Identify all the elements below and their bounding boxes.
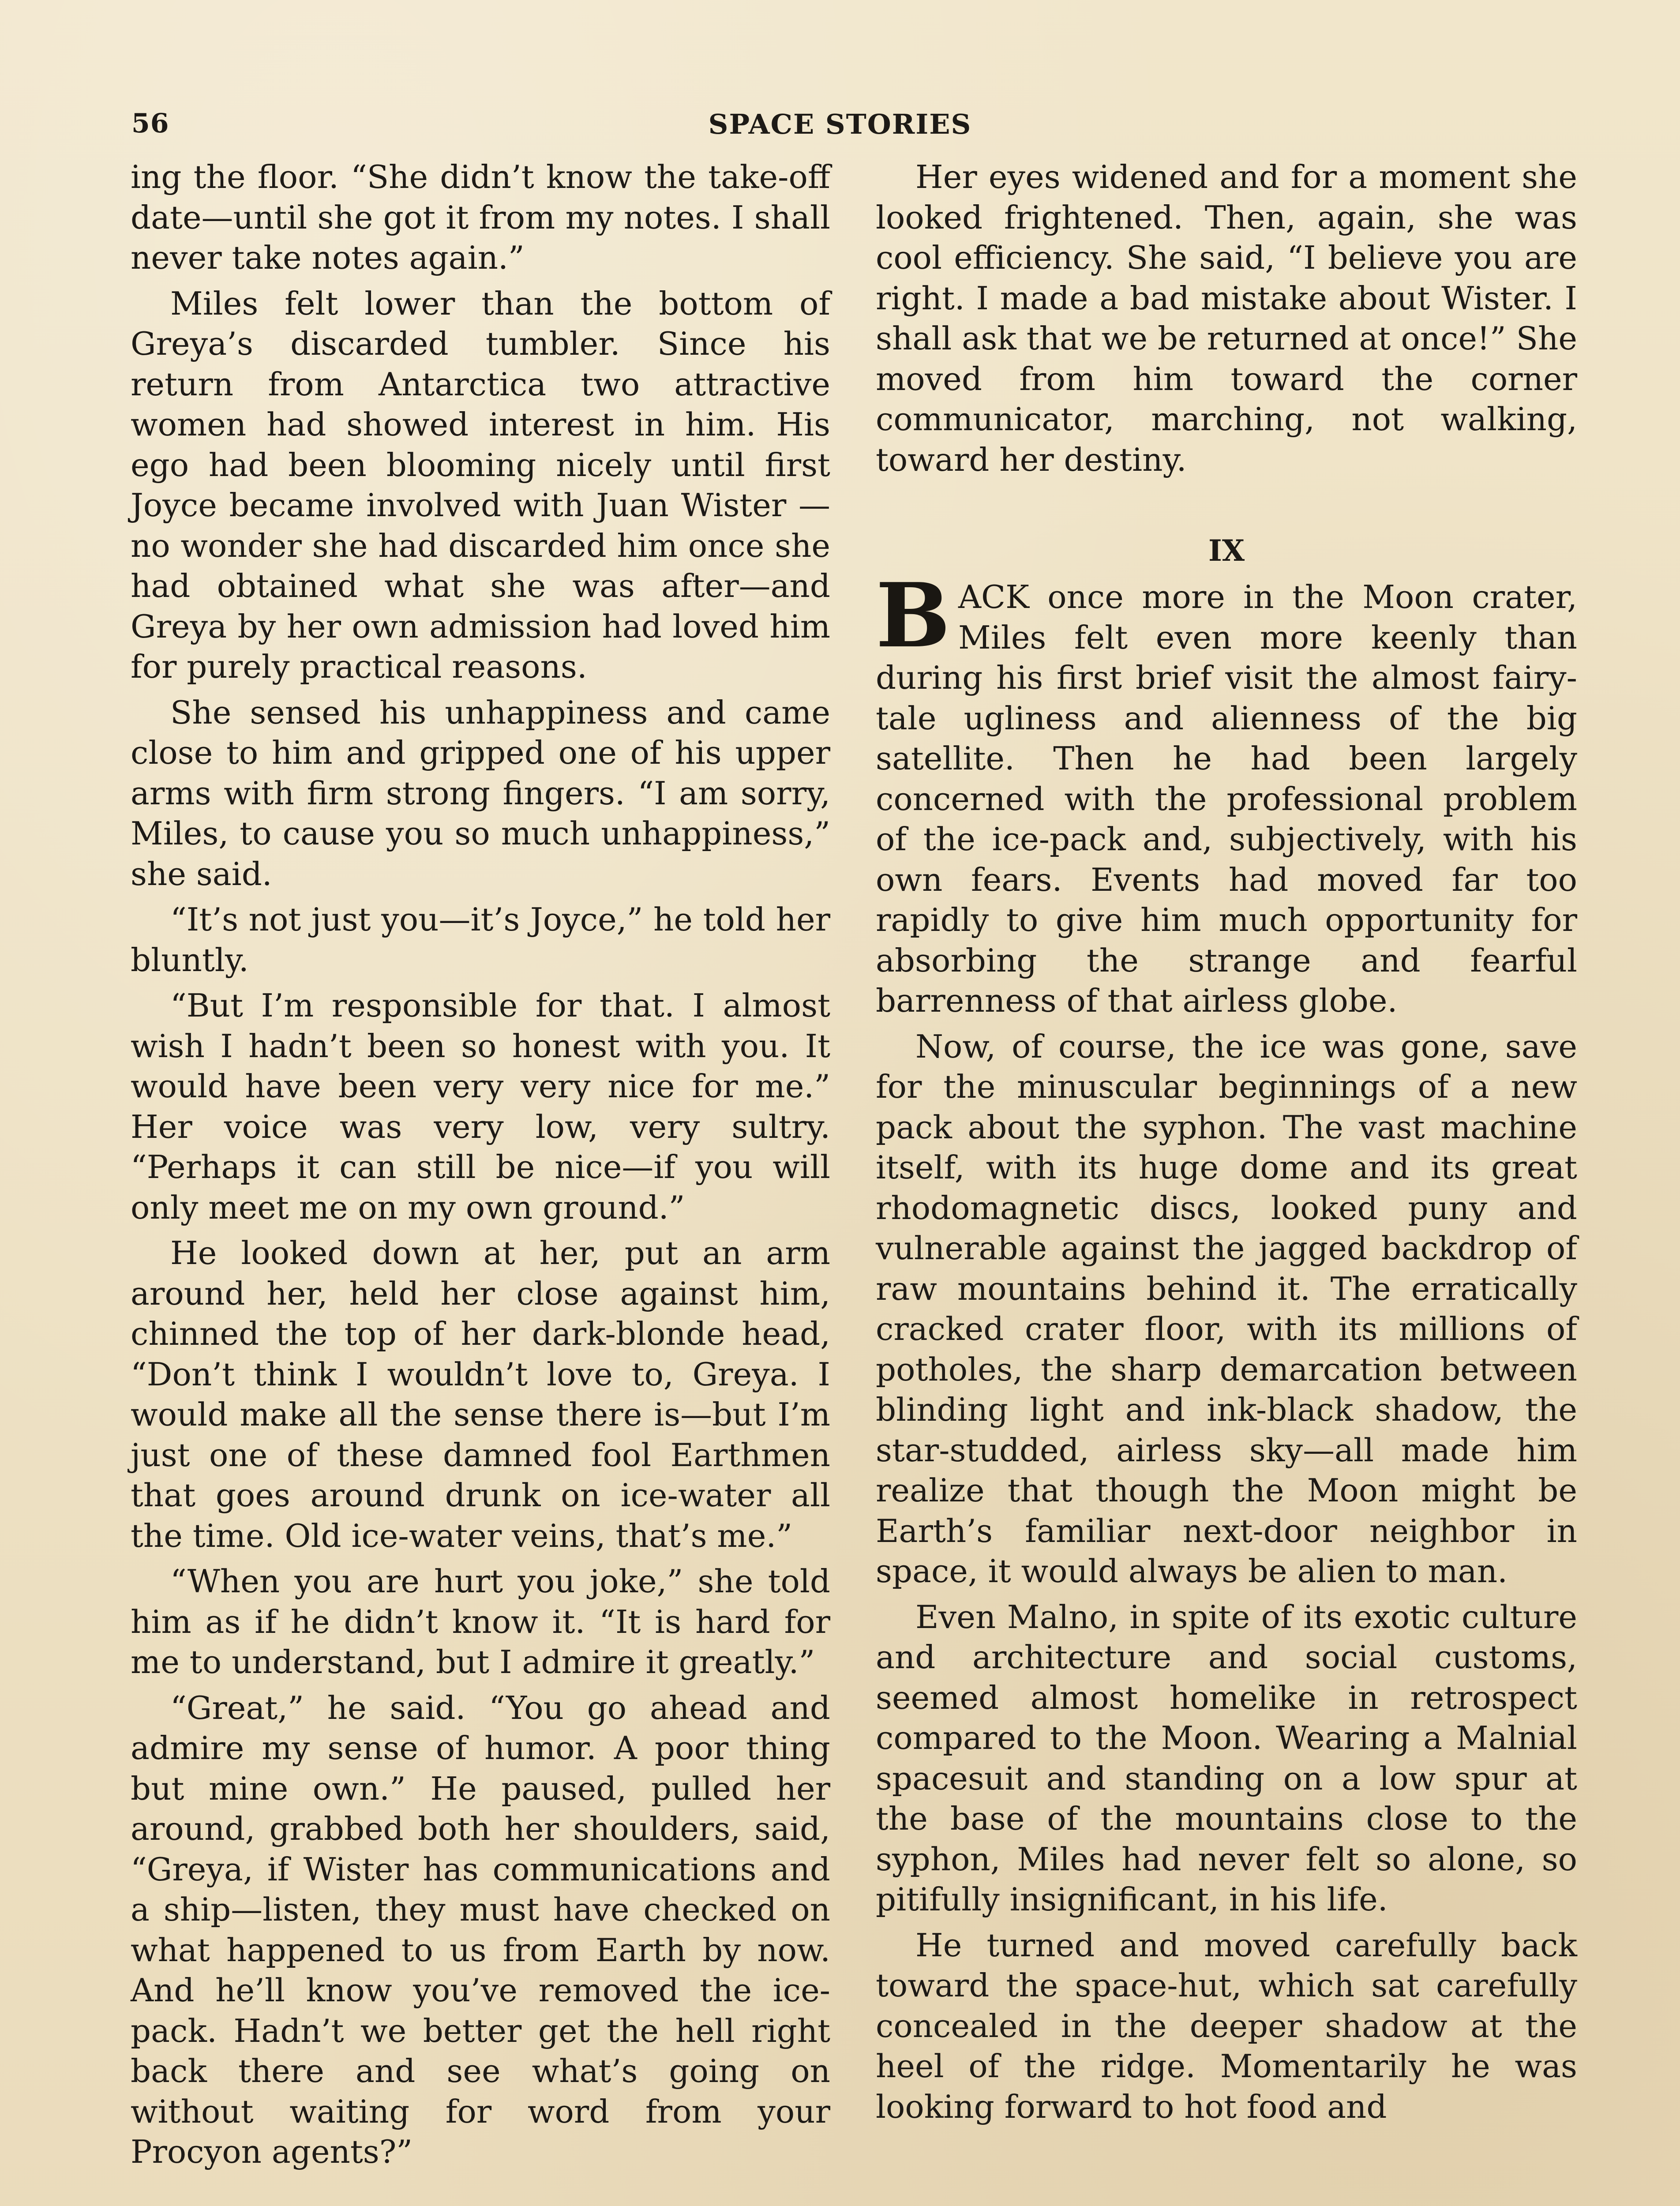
paragraph: Even Malno, in spite of its exotic culture and architecture and social customs, seemed almost homelike in retrospect compared to the Moon. Wearing a Malnial spacesuit and standing on a low spur at the base of the mountains close to the syphon, Miles had never felt so alone, so pitifully insignificant, in his life. [876, 1598, 1577, 1918]
paragraph: “When you are hurt you joke,” she told him as if he didn’t know it. “It is hard for me to understand, but I admire it greatly.” [131, 1563, 830, 1681]
page-header [0, 108, 1680, 143]
paragraph: “Great,” he said. “You go ahead and admire my sense of humor. A poor thing but mine own.” He paused, pulled her around, grabbed both her shoulders, said, “Greya, if Wister has communications and a ship—listen, they must have checked on what happened to us from Earth by now. And he’ll know you’ve removed the ice-pack. Hadn’t we better get the hell right back there and see what’s going on without waiting for word from your Procyon agents?” [131, 1689, 830, 2170]
paragraph: He looked down at her, put an arm around her, held her close against him, chinned the top of her dark-blonde head, “Don’t think I wouldn’t love to, Greya. I would make all the sense there is—but I’m just one of these damned fool Earthmen that goes around drunk on ice-water all the time. Old ice-water veins, that’s me.” [131, 1234, 830, 1554]
page-number: 56 [131, 108, 169, 139]
paragraph: “But I’m responsible for that. I almost wish I hadn’t been so honest with you. It would have been very very nice for me.” Her voice was very low, very sultry. “Perhaps it can still be nice—if you will only meet me on my own ground.” [131, 987, 830, 1226]
dropcap-paragraph-text: ACK once more in the Moon crater, Miles felt even more keenly than during his first brief visit the almost fairy-tale ugliness and alienness of the big satellite. Then he had been largely concerned with the professional problem of the ice-pack and, subjectively, with his own fears. Events had moved far too rapidly to give him much opportunity for absorbing the strange and fearful barrenness of that airless globe. [876, 578, 1577, 1019]
paragraph: Miles felt lower than the bottom of Greya’s discarded tumbler. Since his return from Antarctica two attractive women had showed interest in him. His ego had been blooming nicely until first Joyce became involved with Juan Wister —no wonder she had discarded him once she had obtained what she was after—and Greya by her own admission had loved him for purely practical reasons. [131, 285, 830, 685]
dropcap-paragraph [876, 564, 1577, 1021]
paragraph: “It’s not just you—it’s Joyce,” he told her bluntly. [131, 901, 830, 979]
paragraph: Now, of course, the ice was gone, save for the minuscular beginnings of a new pack about the syphon. The vast machine itself, with its huge dome and its great rhodomagnetic discs, looked puny and vulnerable against the jagged backdrop of raw mountains behind it. The erratically cracked crater floor, with its millions of potholes, the sharp demarcation between blinding light and ink-black shadow, the star-studded, airless sky—all made him realize that though the Moon might be Earth’s familiar next-door neighbor in space, it would always be alien to man. [876, 1028, 1577, 1590]
left-column [131, 157, 830, 2178]
paragraph: ing the floor. “She didn’t know the take-off date—until she got it from my notes. I shall never take notes again.” [131, 158, 830, 276]
paragraph: She sensed his unhappiness and came close to him and gripped one of his upper arms with firm strong fingers. “I am sorry, Miles, to cause you so much unhappiness,” she said. [131, 694, 830, 893]
paragraph: He turned and moved carefully back toward the space-hut, which sat carefully concealed in the deeper shadow at the heel of the ridge. Momentarily he was looking forward to hot food and [876, 1926, 1577, 2125]
paragraph: Her eyes widened and for a moment she looked frightened. Then, again, she was cool efficiency. She said, “I believe you are right. I made a bad mistake about Wister. I shall ask that we be returned at once!” She moved from him toward the corner communicator, marching, not walking, toward her destiny. [876, 158, 1577, 478]
right-column [876, 157, 1577, 2132]
running-title: SPACE STORIES [708, 108, 972, 140]
drop-cap: B [876, 564, 951, 668]
chapter-heading: IX [1208, 533, 1245, 568]
